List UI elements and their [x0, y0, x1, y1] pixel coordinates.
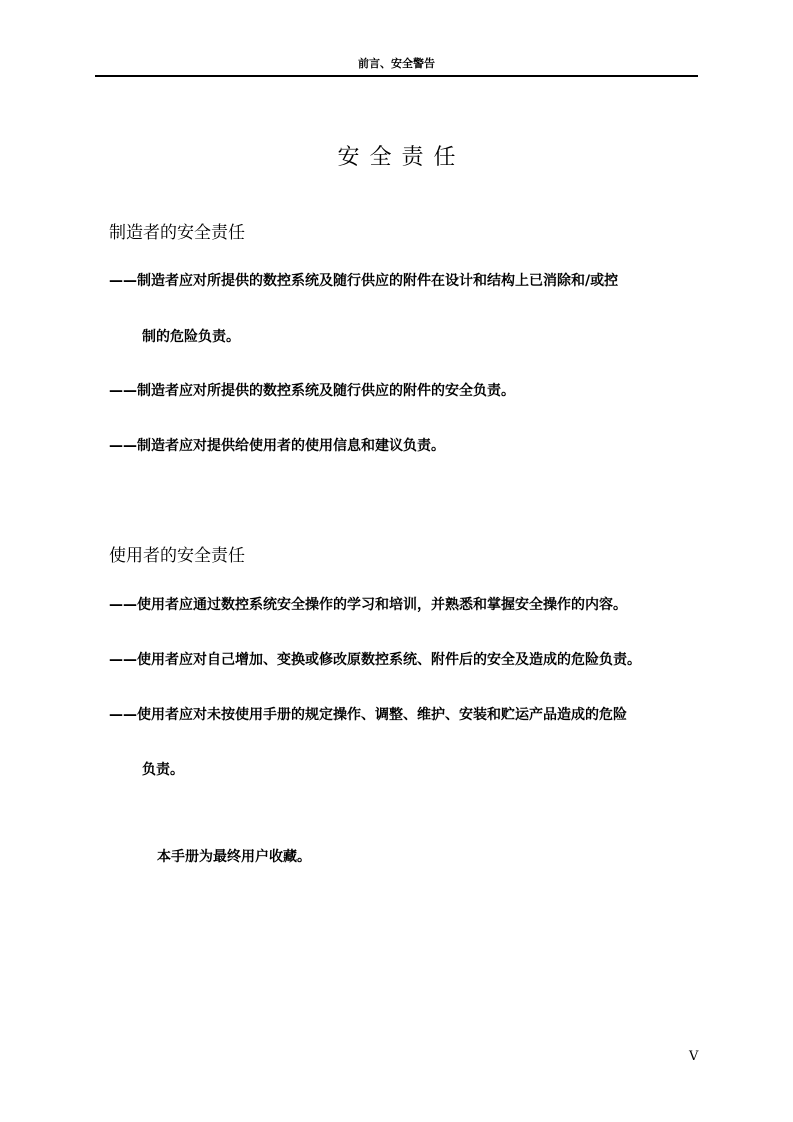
manufacturer-item-1-continuation: 制的危险负责。: [142, 329, 240, 345]
manufacturer-item-1: ——制造者应对所提供的数控系统及随行供应的附件在设计和结构上已消除和/或控: [109, 273, 619, 289]
user-heading: 使用者的安全责任: [109, 546, 245, 566]
closing-note: 本手册为最终用户收藏。: [157, 849, 311, 865]
manufacturer-item-3: ——制造者应对提供给使用者的使用信息和建议负责。: [109, 438, 445, 454]
page-number: V: [689, 1049, 699, 1064]
user-item-3: ——使用者应对未按使用手册的规定操作、调整、维护、安装和贮运产品造成的危险: [109, 707, 627, 723]
header-title: 前言、安全警告: [358, 57, 435, 70]
manufacturer-item-2: ——制造者应对所提供的数控系统及随行供应的附件的安全负责。: [109, 383, 515, 399]
user-item-3-continuation: 负责。: [142, 762, 184, 778]
user-item-2: ——使用者应对自己增加、变换或修改原数控系统、附件后的安全及造成的危险负责。: [109, 652, 641, 668]
page-title: 安全责任: [337, 145, 466, 170]
header-divider: [95, 75, 698, 77]
user-item-1: ——使用者应通过数控系统安全操作的学习和培训，并熟悉和掌握安全操作的内容。: [109, 597, 627, 613]
manufacturer-heading: 制造者的安全责任: [109, 223, 245, 243]
